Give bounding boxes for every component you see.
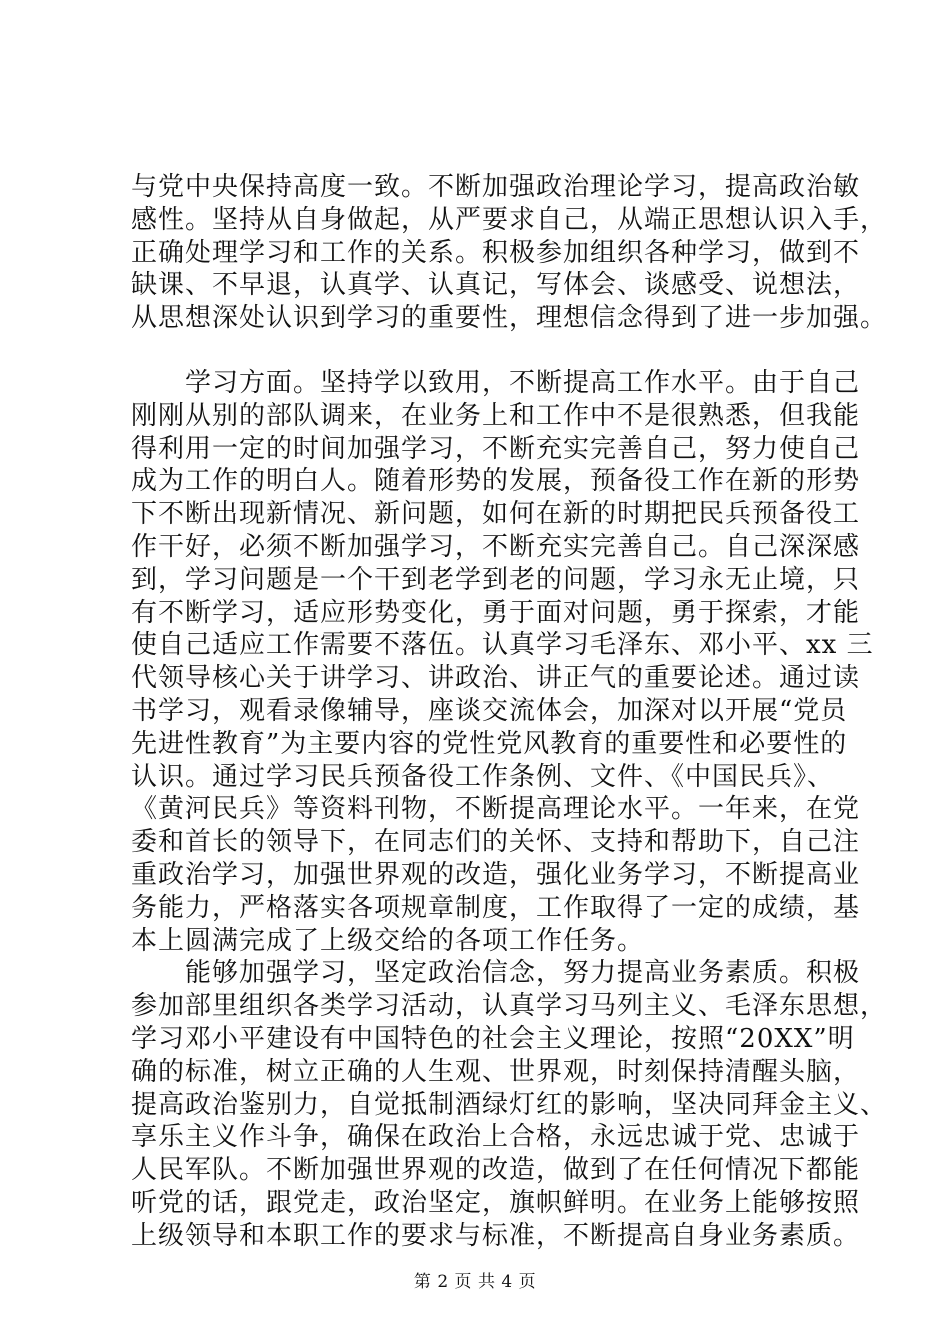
text-line: 享乐主义作斗争，确保在政治上合格，永远忠诚于党、忠诚于 bbox=[131, 1122, 861, 1153]
text-line: 与党中央保持高度一致。不断加强政治理论学习，提高政治敏 bbox=[131, 172, 861, 202]
text-line: 有不断学习，适应形势变化，勇于面对问题，勇于探索，才能 bbox=[131, 597, 861, 628]
text-line: 到，学习问题是一个干到老学到老的问题，学习永无止境，只 bbox=[131, 564, 861, 595]
text-line: 委和首长的领导下，在同志们的关怀、支持和帮助下，自己注 bbox=[131, 827, 861, 858]
text-line: 《黄河民兵》等资料刊物，不断提高理论水平。一年来，在党 bbox=[131, 794, 861, 825]
text-line: 学习方面。坚持学以致用，不断提高工作水平。由于自己 bbox=[131, 367, 861, 398]
text-line: 从思想深处认识到学习的重要性，理想信念得到了进一步加强。 bbox=[131, 303, 888, 334]
text-line: 成为工作的明白人。随着形势的发展，预备役工作在新的形势 bbox=[131, 466, 861, 497]
text-line: 代领导核心关于讲学习、讲政治、讲正气的重要论述。通过读 bbox=[131, 663, 861, 694]
text-line: 参加部里组织各类学习活动，认真学习马列主义、毛泽东思想， bbox=[131, 991, 888, 1022]
text-line: 上级领导和本职工作的要求与标准，不断提高自身业务素质。 bbox=[131, 1220, 861, 1251]
text-line: 能够加强学习，坚定政治信念，努力提高业务素质。积极 bbox=[131, 958, 861, 989]
text-line: 正确处理学习和工作的关系。积极参加组织各种学习，做到不 bbox=[131, 237, 861, 268]
body-text bbox=[131, 171, 888, 1253]
text-line: 本上圆满完成了上级交给的各项工作任务。 bbox=[131, 925, 645, 956]
paragraph-political-belief bbox=[131, 957, 888, 1252]
text-line: 人民军队。不断加强世界观的改造，做到了在任何情况下都能 bbox=[131, 1155, 861, 1186]
text-line: 刚刚从别的部队调来，在业务上和工作中不是很熟悉，但我能 bbox=[131, 400, 861, 431]
text-line: 重政治学习，加强世界观的改造，强化业务学习，不断提高业 bbox=[131, 859, 861, 890]
text-line: 下不断出现新情况、新问题，如何在新的时期把民兵预备役工 bbox=[131, 499, 861, 530]
text-line: 缺课、不早退，认真学、认真记，写体会、谈感受、说想法， bbox=[131, 270, 861, 301]
text-line: 得利用一定的时间加强学习，不断充实完善自己，努力使自己 bbox=[131, 433, 861, 464]
paragraph-gap bbox=[131, 335, 831, 367]
paragraph-political-study bbox=[131, 171, 888, 335]
text-line: 学习邓小平建设有中国特色的社会主义理论，按照“20XX”明 bbox=[131, 1023, 855, 1054]
text-line: 认识。通过学习民兵预备役工作条例、文件、《中国民兵》、 bbox=[131, 761, 835, 792]
text-line: 先进性教育”为主要内容的党性党风教育的重要性和必要性的 bbox=[131, 728, 848, 759]
text-line: 确的标准，树立正确的人生观、世界观，时刻保持清醒头脑， bbox=[131, 1056, 861, 1087]
text-line: 听党的话，跟党走，政治坚定，旗帜鲜明。在业务上能够按照 bbox=[131, 1187, 861, 1218]
text-line: 务能力，严格落实各项规章制度，工作取得了一定的成绩，基 bbox=[131, 892, 861, 923]
page-number-footer: 第 2 页 共 4 页 bbox=[413, 1272, 537, 1292]
text-line: 提高政治鉴别力，自觉抵制酒绿灯红的影响，坚决同拜金主义、 bbox=[131, 1089, 888, 1120]
text-line: 使自己适应工作需要不落伍。认真学习毛泽东、邓小平、xx 三 bbox=[131, 630, 874, 661]
paragraph-study-aspect bbox=[131, 367, 874, 957]
text-line: 作干好，必须不断加强学习，不断充实完善自己。自己深深感 bbox=[131, 531, 861, 562]
text-line: 书学习，观看录像辅导，座谈交流体会，加深对以开展“党员 bbox=[131, 695, 848, 726]
text-line: 感性。坚持从自身做起，从严要求自己，从端正思想认识入手， bbox=[131, 204, 888, 235]
